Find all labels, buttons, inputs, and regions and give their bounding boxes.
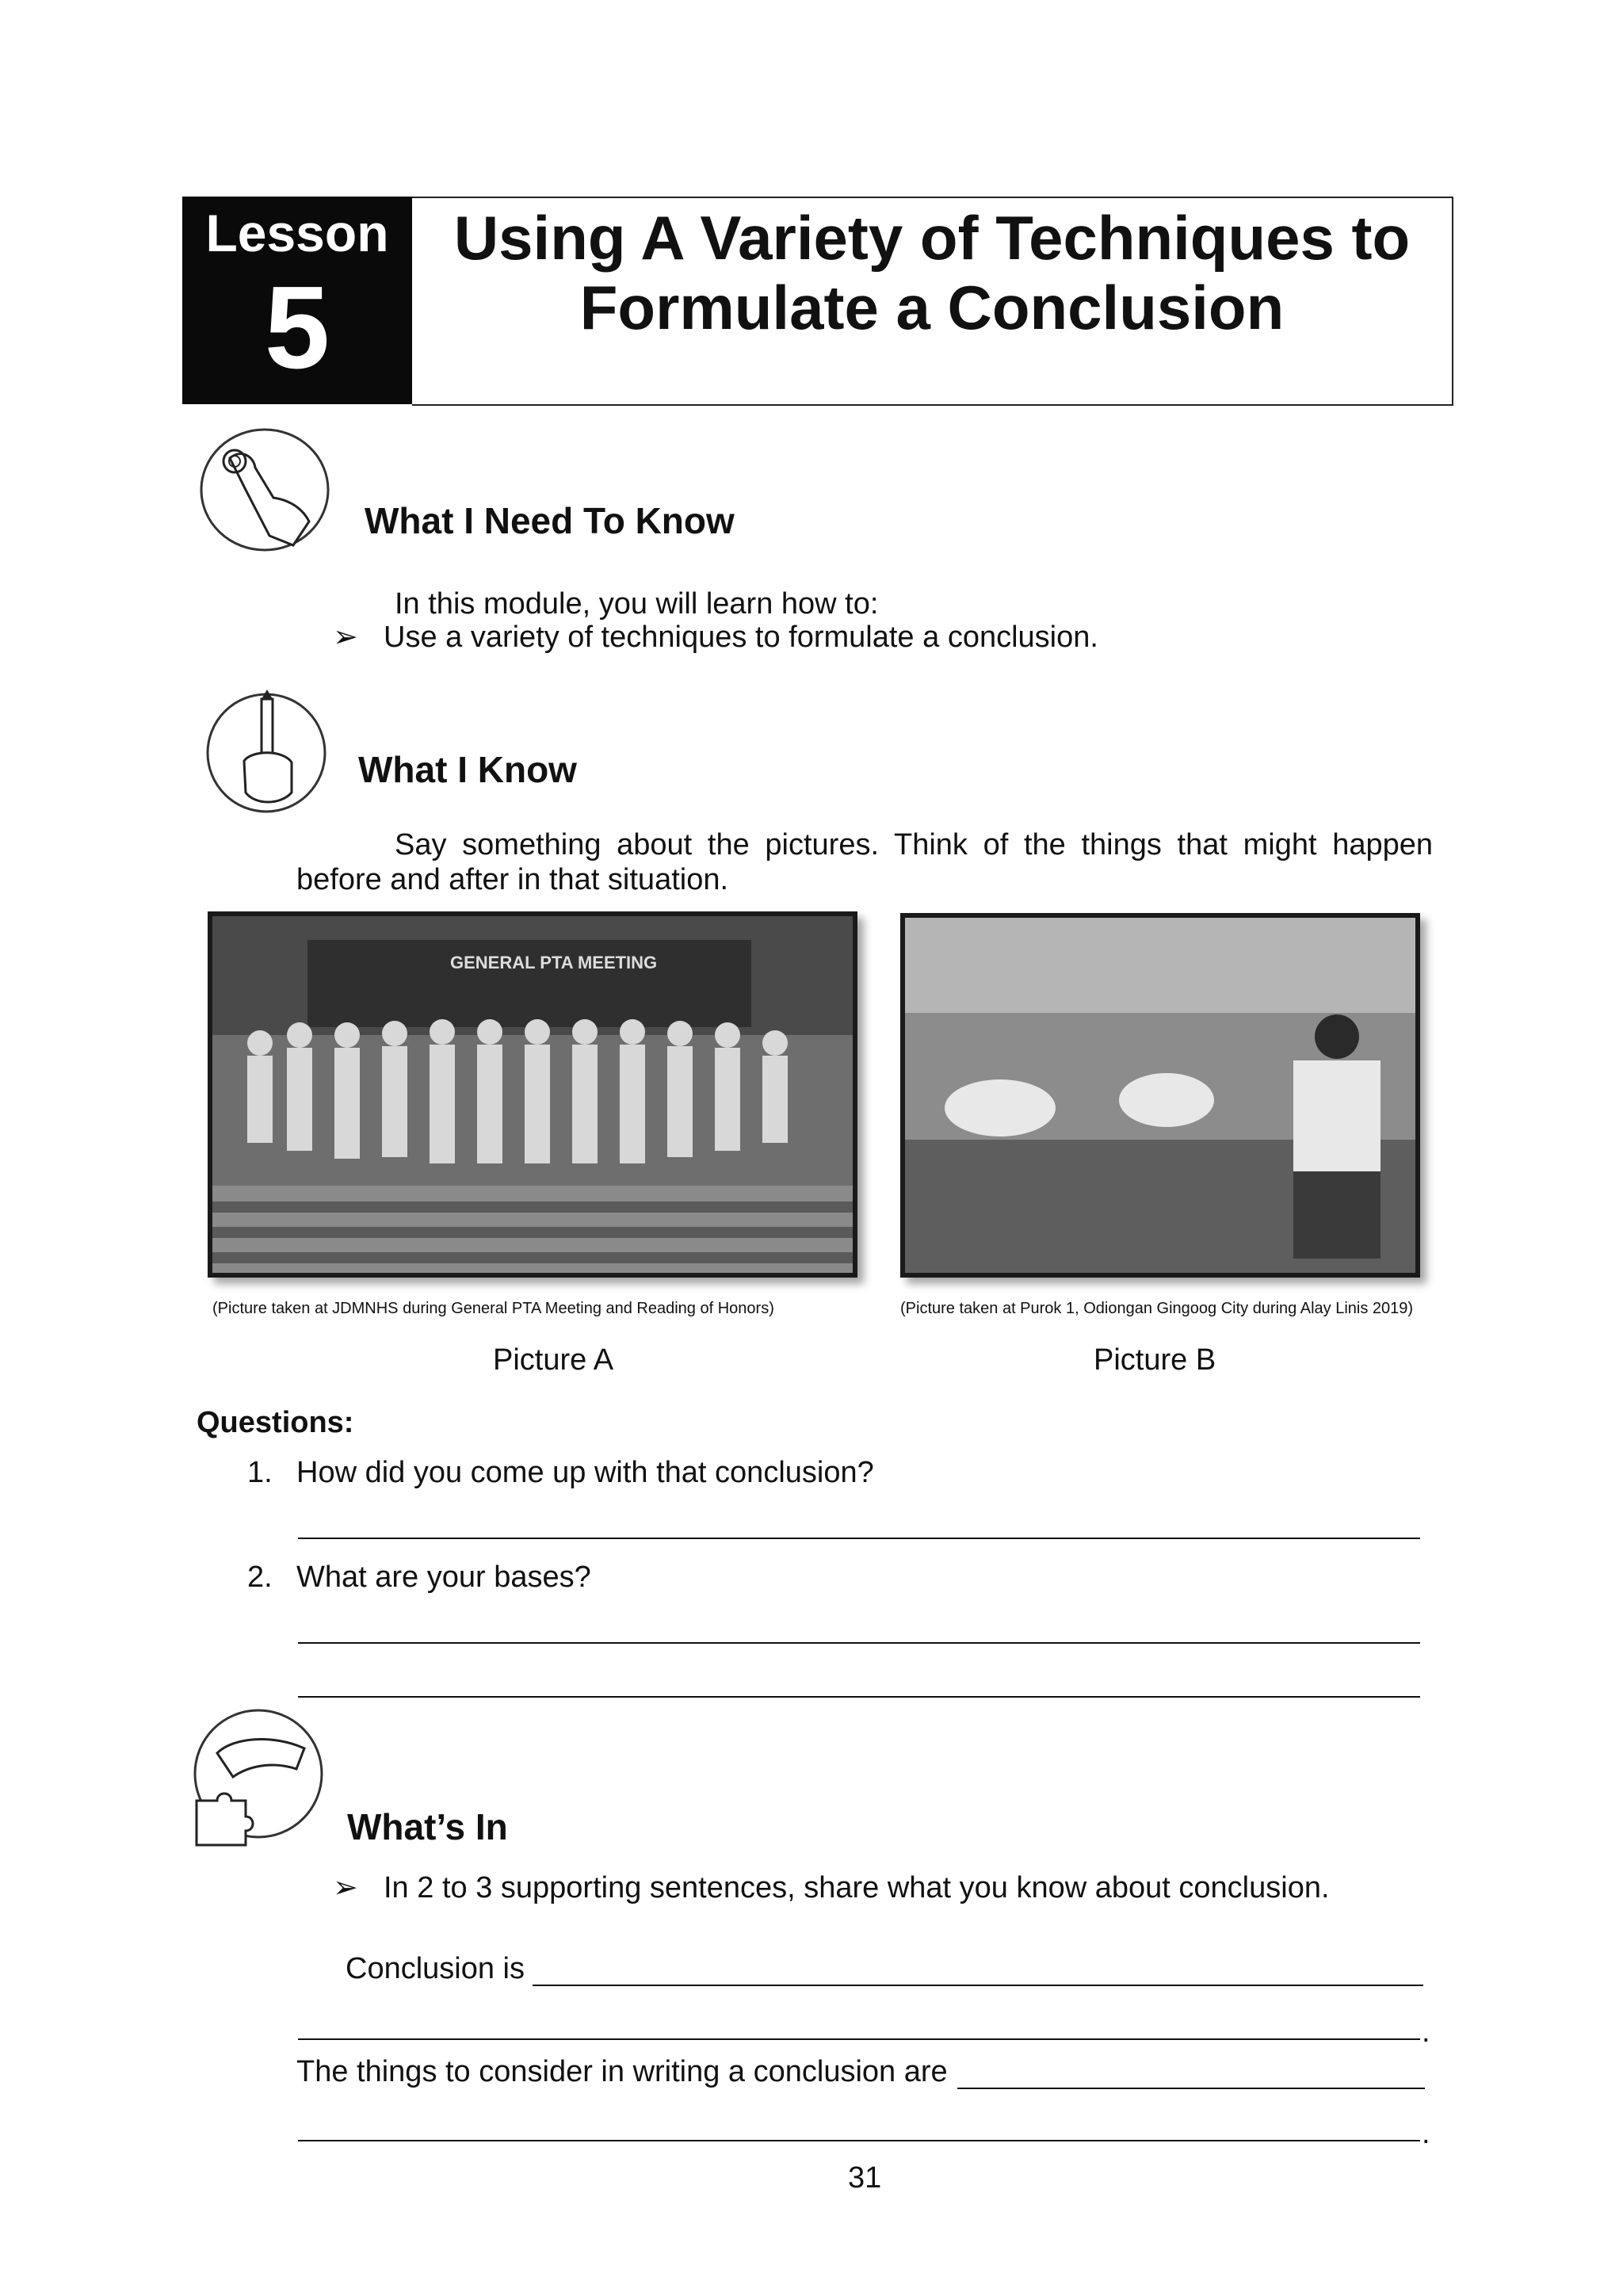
page-number: 31: [848, 2161, 882, 2195]
lesson-title-line-1: Using A Variety of Techniques to: [453, 203, 1411, 273]
things-blank-line[interactable]: [957, 2088, 1425, 2089]
lesson-title-box: [412, 197, 1453, 406]
section-heading-whats-in: What’s In: [347, 1806, 508, 1847]
what-i-know-instruction-line-2: before and after in that situation.: [296, 863, 729, 896]
lesson-label: Lesson: [205, 204, 389, 262]
what-i-know-instruction-line-1: Say something about the pictures. Think of the things that might happen: [395, 828, 1433, 861]
conclusion-blank-line[interactable]: [533, 1985, 1423, 1986]
picture-a-label: Picture A: [493, 1343, 614, 1377]
answer-line-2[interactable]: [298, 1642, 1420, 1644]
lesson-title: [412, 203, 1452, 342]
things-blank-line-2[interactable]: [298, 2140, 1420, 2141]
picture-b-photo: [900, 913, 1420, 1278]
lesson-badge: [182, 197, 412, 404]
question-1-text: How did you come up with that conclusion?: [296, 1456, 874, 1489]
lesson-title-line-2: Formulate a Conclusion: [579, 273, 1285, 342]
picture-a-banner: GENERAL PTA MEETING: [450, 953, 658, 972]
bullet-arrow-icon: ➢: [333, 621, 358, 654]
pointing-hand-icon: [198, 426, 338, 553]
picture-b-label: Picture B: [1094, 1343, 1216, 1377]
picture-a-caption: (Picture taken at JDMNHS during General PTA Meeting and Reading of Honors): [212, 1300, 774, 1317]
hand-pencil-icon: [204, 690, 331, 816]
whats-in-bullet: In 2 to 3 supporting sentences, share what you know about conclusion.: [384, 1871, 1330, 1904]
things-period: .: [1422, 2117, 1430, 2150]
puzzle-hand-icon: [185, 1706, 328, 1848]
need-to-know-bullet: Use a variety of techniques to formulate a conclusion.: [384, 621, 1098, 654]
question-1-number: 1.: [247, 1456, 273, 1489]
need-to-know-intro: In this module, you will learn how to:: [395, 587, 879, 621]
conclusion-period: .: [1422, 2015, 1430, 2049]
conclusion-blank-line-2[interactable]: [298, 2038, 1420, 2040]
section-heading-need-to-know: What I Need To Know: [365, 500, 735, 541]
picture-a-photo: [208, 911, 857, 1278]
answer-line-3[interactable]: [298, 1696, 1420, 1698]
bullet-arrow-icon: ➢: [333, 1871, 358, 1904]
question-2-number: 2.: [247, 1561, 273, 1594]
section-heading-what-i-know: What I Know: [358, 749, 577, 790]
picture-b-caption: (Picture taken at Purok 1, Odiongan Gingoog City during Alay Linis 2019): [900, 1300, 1414, 1317]
lesson-number: 5: [264, 262, 330, 393]
conclusion-prompt: Conclusion is: [346, 1952, 525, 1985]
answer-line-1[interactable]: [298, 1538, 1420, 1539]
questions-heading: Questions:: [197, 1406, 354, 1439]
things-prompt: The things to consider in writing a conclusion are: [296, 2055, 948, 2088]
question-2-text: What are your bases?: [296, 1561, 591, 1594]
